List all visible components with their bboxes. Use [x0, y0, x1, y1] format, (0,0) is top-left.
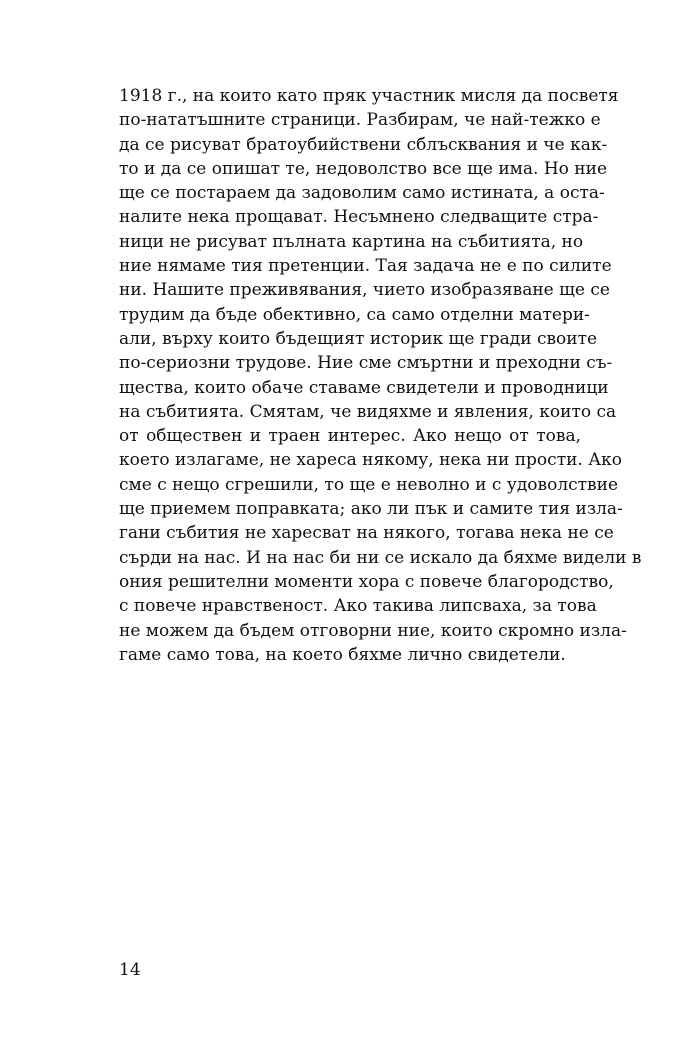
text-line: щества, които обаче ставаме свидетели и проводници [119, 377, 609, 398]
text-line: трудим да бъде обективно, са само отделни матери- [119, 304, 590, 325]
text-line: сме с нещо сгрешили, то ще е неволно и с удоволствие [119, 474, 619, 495]
text-line: ници не рисуват пълната картина на събитията, но [119, 231, 584, 252]
text-line: ще се постараем да задоволим само истината, а оста- [119, 183, 605, 204]
text-line: налите нека прощават. Несъмнено следващите стра- [119, 207, 599, 228]
text-line: то и да се опишат те, недоволство все ще има. Но ние [119, 158, 608, 179]
text-line: гани събития не харесват на някого, тогава нека не се [119, 523, 614, 544]
text-line: гаме само това, на което бяхме лично свидетели. [119, 644, 566, 665]
text-line: сърди на нас. И на нас би ни се искало да бяхме видели в [119, 547, 642, 568]
text-line: по-сериозни трудове. Ние сме смъртни и преходни съ- [119, 353, 613, 374]
text-line: с повече нравственост. Ако такива липсваха, за това [119, 596, 597, 617]
text-line: ония решителни моменти хора с повече благородство, [119, 571, 614, 592]
text-line: което излагаме, не хареса някому, нека ни прости. Ако [119, 450, 622, 471]
text-line: от обществен и траен интерес. Ако нещо от това, [119, 426, 581, 447]
text-line: на събитията. Смятам, че видяхме и явления, които са [119, 401, 617, 422]
text-line: да се рисуват братоубийствени сблъсквания и че как- [119, 134, 608, 155]
page-number: 14 [119, 960, 141, 980]
text-line: ще приемем поправката; ако ли пък и самите тия изла- [119, 499, 623, 520]
text-line: 1918 г., на които като пряк участник мисля да посветя [119, 86, 619, 106]
text-line: по-нататъшните страници. Разбирам, че най-тежко е [119, 110, 601, 131]
text-line: ние нямаме тия претенции. Тая задача не е по силите [119, 256, 612, 277]
text-line: не можем да бъдем отговорни ние, които скромно изла- [119, 620, 627, 641]
text-line: али, върху които бъдещият историк ще гради своите [119, 328, 598, 349]
body-paragraph [119, 84, 642, 667]
text-line: ни. Нашите преживявания, чието изобразяване ще се [119, 280, 610, 301]
